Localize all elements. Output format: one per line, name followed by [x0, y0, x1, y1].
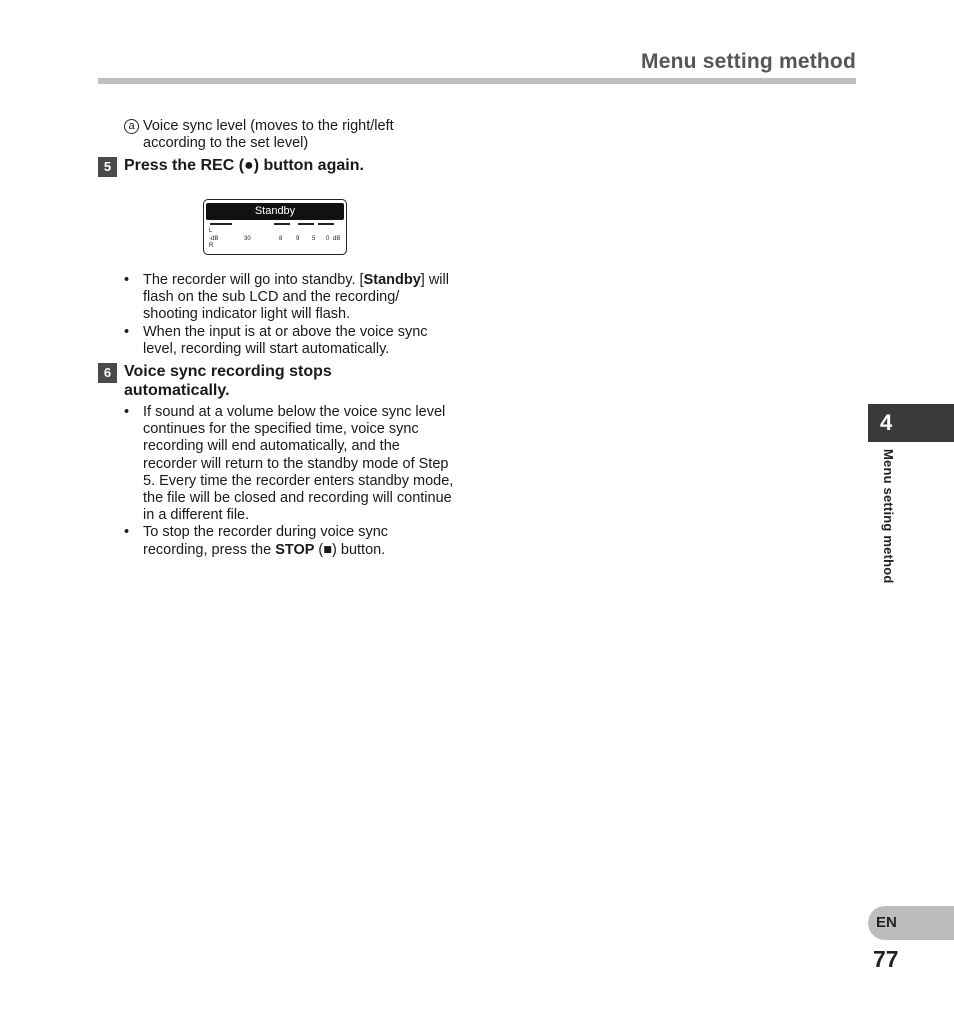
list-item: • The recorder will go into standby. [Standby] will flash on the sub LCD and the recording/ shooting indicator light will flash.: [124, 272, 449, 323]
note-text: When the input is at or above the voice sync level, recording will start automatically.: [143, 323, 428, 357]
step-heading-line2: automatically.: [124, 382, 230, 399]
step-5-notes: [124, 272, 454, 358]
lcd-scale-2: 8: [279, 236, 283, 242]
step-6-notes: [124, 404, 454, 559]
note-pre: To stop the recorder during voice sync recording, press the: [143, 524, 389, 558]
step-5: [98, 156, 458, 175]
chapter-tab: 4: [868, 404, 954, 442]
step-heading-line1: Voice sync recording stops: [124, 363, 332, 380]
lcd-scale-0: -dB: [209, 236, 219, 242]
page-header-title: Menu setting method: [641, 50, 856, 73]
sub-lcd-display: [203, 199, 347, 255]
page-number: 77: [873, 946, 899, 972]
note-text: If sound at a volume below the voice sync level continues for the specified time, voice sync recording will end automatically, and the recorder will return to the standby mode of Step 5. Every time the recorder enters standby mode, the file will be closed and recording will continue in a different file.: [143, 404, 454, 524]
step-number: 6: [98, 363, 117, 383]
note-post: (■) button.: [314, 541, 386, 558]
chapter-side-label: Menu setting method: [881, 449, 896, 584]
lcd-status: Standby: [206, 203, 344, 220]
lcd-scale-6: dB: [333, 236, 341, 242]
header-rule: [98, 78, 856, 84]
callout-line2: according to the set level): [143, 135, 309, 151]
list-item: • To stop the recorder during voice sync recording, press the STOP (■) button.: [124, 524, 389, 558]
list-item: • When the input is at or above the voice sync level, recording will start automatically.: [124, 323, 428, 357]
lcd-right-channel: R: [209, 243, 214, 249]
note-bold: Standby: [363, 272, 421, 288]
language-tab: EN: [868, 906, 954, 940]
list-item: • If sound at a volume below the voice sync level continues for the specified time, voice sync recording will end automatically, and the recorder will return to the standby mode of Step 5. Every time the recorder enters standby mode, the file will be closed and recording will continue in a different file.: [124, 404, 454, 524]
step-heading: Press the REC (●) button again.: [124, 157, 364, 174]
level-meter: [208, 222, 342, 250]
lcd-scale-4: 5: [312, 236, 316, 242]
step-heading: [124, 362, 458, 400]
lcd-left-channel: L: [209, 228, 213, 234]
callout-line1: Voice sync level (moves to the right/left: [143, 118, 394, 134]
lcd-scale-5: 0: [326, 236, 330, 242]
callout-voice-sync-level: [124, 118, 454, 152]
lcd-scale-3: 9: [296, 236, 300, 242]
note-bold: STOP: [275, 541, 315, 558]
note-post: ] will flash on the sub LCD and the recording/ shooting indicator light will flash.: [143, 272, 449, 323]
note-pre: The recorder will go into standby. [: [143, 272, 364, 288]
step-number: 5: [98, 157, 117, 177]
callout-marker: a: [124, 119, 139, 134]
step-6: [98, 362, 458, 400]
lcd-scale-1: 30: [244, 236, 251, 242]
